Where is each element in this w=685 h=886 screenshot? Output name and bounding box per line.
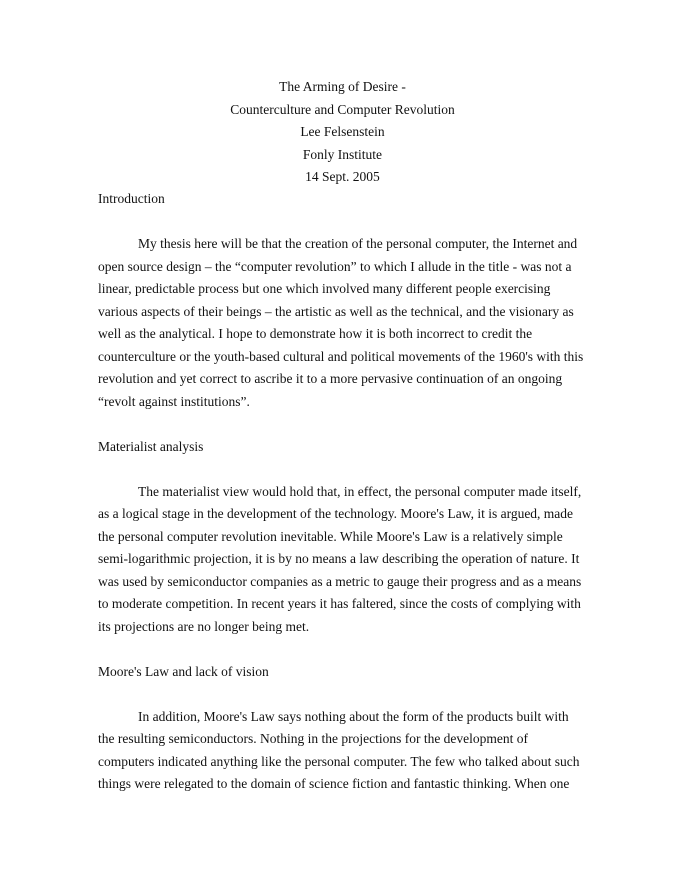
document-subtitle: Counterculture and Computer Revolution xyxy=(230,101,455,117)
paragraph-line: My thesis here will be that the creation of the personal computer, the Internet and xyxy=(138,236,578,251)
document-date: 14 Sept. 2005 xyxy=(305,169,380,184)
paragraph-line: revolution and yet correct to ascribe it to a more pervasive continuation of an ongoing xyxy=(98,371,563,386)
paragraph-line: semi-logarithmic projection, it is by no means a law describing the operation of nature. It xyxy=(98,551,580,566)
section-heading-introduction: Introduction xyxy=(98,191,165,206)
institution-name: Fonly Institute xyxy=(302,146,383,162)
paragraph-line: “revolt against institutions”. xyxy=(98,393,250,409)
document-body xyxy=(98,188,588,818)
paragraph-line: as a logical stage in the development of the technology. Moore's Law, it is argued, made xyxy=(98,506,574,521)
paragraph-line: computers indicated anything like the personal computer. The few who talked about such xyxy=(98,753,580,769)
paragraph-introduction xyxy=(98,233,588,413)
paragraph-line: In addition, Moore's Law says nothing about the form of the products built with xyxy=(138,708,569,724)
paragraph-materialist-analysis xyxy=(98,481,588,639)
author-name: Lee Felsenstein xyxy=(300,124,385,139)
paragraph-line: well as the analytical. I hope to demonstrate how it is both incorrect to credit the xyxy=(98,326,533,341)
paragraph-line: the resulting semiconductors. Nothing in the projections for the development of xyxy=(98,731,529,746)
section-heading-moores-law: Moore's Law and lack of vision xyxy=(98,663,269,679)
paragraph-line: to moderate competition. In recent years it has faltered, since the costs of complying with xyxy=(98,596,581,611)
paragraph-line: things were relegated to the domain of science fiction and fantastic thinking. When one xyxy=(98,776,570,791)
paragraph-line: counterculture or the youth-based cultural and political movements of the 1960's with this xyxy=(98,348,584,364)
paragraph-line: the personal computer revolution inevitable. While Moore's Law is a relatively simple xyxy=(98,528,563,544)
paragraph-line: its projections are no longer being met. xyxy=(98,618,310,634)
document-title: The Arming of Desire - xyxy=(279,79,406,94)
paragraph-line: various aspects of their beings – the artistic as well as the technical, and the visionary as xyxy=(98,303,574,319)
title-block xyxy=(0,76,685,189)
paragraph-line: was used by semiconductor companies as a metric to gauge their progress and as a means xyxy=(98,573,582,589)
paragraph-line: linear, predictable process but one which involved many different people exercising xyxy=(98,281,551,296)
paragraph-line: open source design – the “computer revolution” to which I allude in the title - was not a xyxy=(98,258,572,274)
paragraph-line: The materialist view would hold that, in effect, the personal computer made itself, xyxy=(138,483,582,499)
section-heading-materialist-analysis: Materialist analysis xyxy=(98,438,204,454)
paragraph-moores-law xyxy=(98,706,588,796)
